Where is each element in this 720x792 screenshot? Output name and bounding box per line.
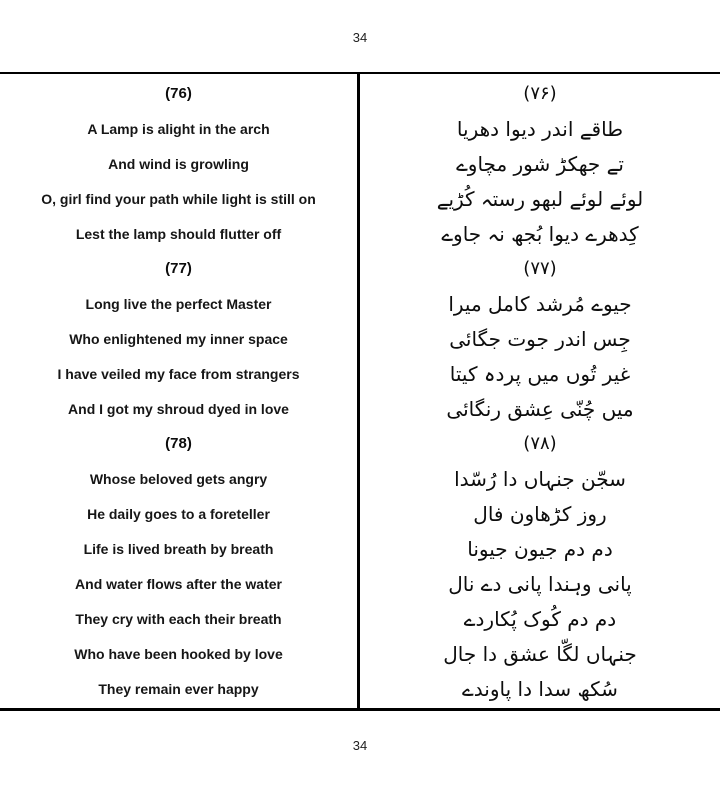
english-verse-line: They remain ever happy	[98, 680, 259, 697]
english-verse-line: And wind is growling	[108, 155, 249, 172]
top-rule	[0, 72, 720, 74]
english-verse-line: Who enlightened my inner space	[69, 330, 288, 347]
section-number-77-ur: (۷۷)	[523, 258, 557, 279]
section-number-77-en: (77)	[165, 260, 192, 277]
english-verse-line: And water flows after the water	[75, 575, 282, 592]
section-number-76-en: (76)	[165, 85, 192, 102]
english-verse-line: Who have been hooked by love	[74, 645, 283, 662]
urdu-verse-line: روز کڑھاون فال	[473, 501, 607, 526]
page-number-bottom: 34	[352, 738, 368, 753]
english-verse-line: He daily goes to a foreteller	[87, 505, 270, 522]
english-verse-line: Whose beloved gets angry	[89, 470, 268, 487]
urdu-verse-line: پانی وہندا پانی دے نال	[448, 571, 632, 596]
english-verse-line: Long live the perfect Master	[85, 295, 272, 312]
urdu-verse-line: سجّن جنہاں دا رُسّدا	[454, 466, 626, 491]
urdu-verse-line: غیر تُوں میں پردہ کیتا	[449, 361, 631, 386]
english-verse-line: A Lamp is alight in the arch	[87, 120, 270, 137]
section-number-78-ur: (۷۸)	[523, 433, 557, 454]
english-verse-line: O, girl find your path while light is still on	[41, 190, 316, 207]
urdu-verse-line: جیوے مُرشد کامل میرا	[448, 291, 632, 316]
english-translation-column	[0, 76, 357, 706]
urdu-verse-line: جِس اندر جوت جگائی	[449, 326, 631, 351]
bottom-rule	[0, 708, 720, 711]
urdu-verse-line: دم دم کُوک پُکاردے	[463, 606, 617, 631]
urdu-verse-line: میں چُنّی عِشق رنگائی	[446, 396, 634, 421]
english-verse-line: Lest the lamp should flutter off	[75, 225, 282, 242]
urdu-verse-line: تے جھکڑ شور مچاوے	[456, 151, 624, 176]
urdu-verse-line: لوئے لوئے لبھو رستہ کُڑیے	[436, 186, 644, 211]
section-number-76-ur: (۷۶)	[523, 83, 557, 104]
english-verse-line: And I got my shroud dyed in love	[68, 400, 289, 417]
urdu-verse-line: کِدھرے دیوا بُجھ نہ جاوے	[441, 221, 639, 246]
column-divider	[357, 72, 360, 711]
urdu-verse-line: جنہاں لگّا عشق دا جال	[443, 641, 637, 666]
urdu-verse-line: دم دم جیون جیونا	[467, 536, 613, 561]
english-verse-line: I have veiled my face from strangers	[57, 365, 300, 382]
section-number-78-en: (78)	[165, 435, 192, 452]
english-verse-line: They cry with each their breath	[75, 610, 282, 627]
urdu-verse-line: سُکھ سدا دا پاوندے	[462, 676, 618, 701]
english-verse-line: Life is lived breath by breath	[83, 540, 274, 557]
urdu-verse-line: طاقے اندر دیوا دھریا	[456, 116, 624, 141]
urdu-original-column	[362, 76, 718, 706]
page-number-top: 34	[352, 30, 368, 45]
